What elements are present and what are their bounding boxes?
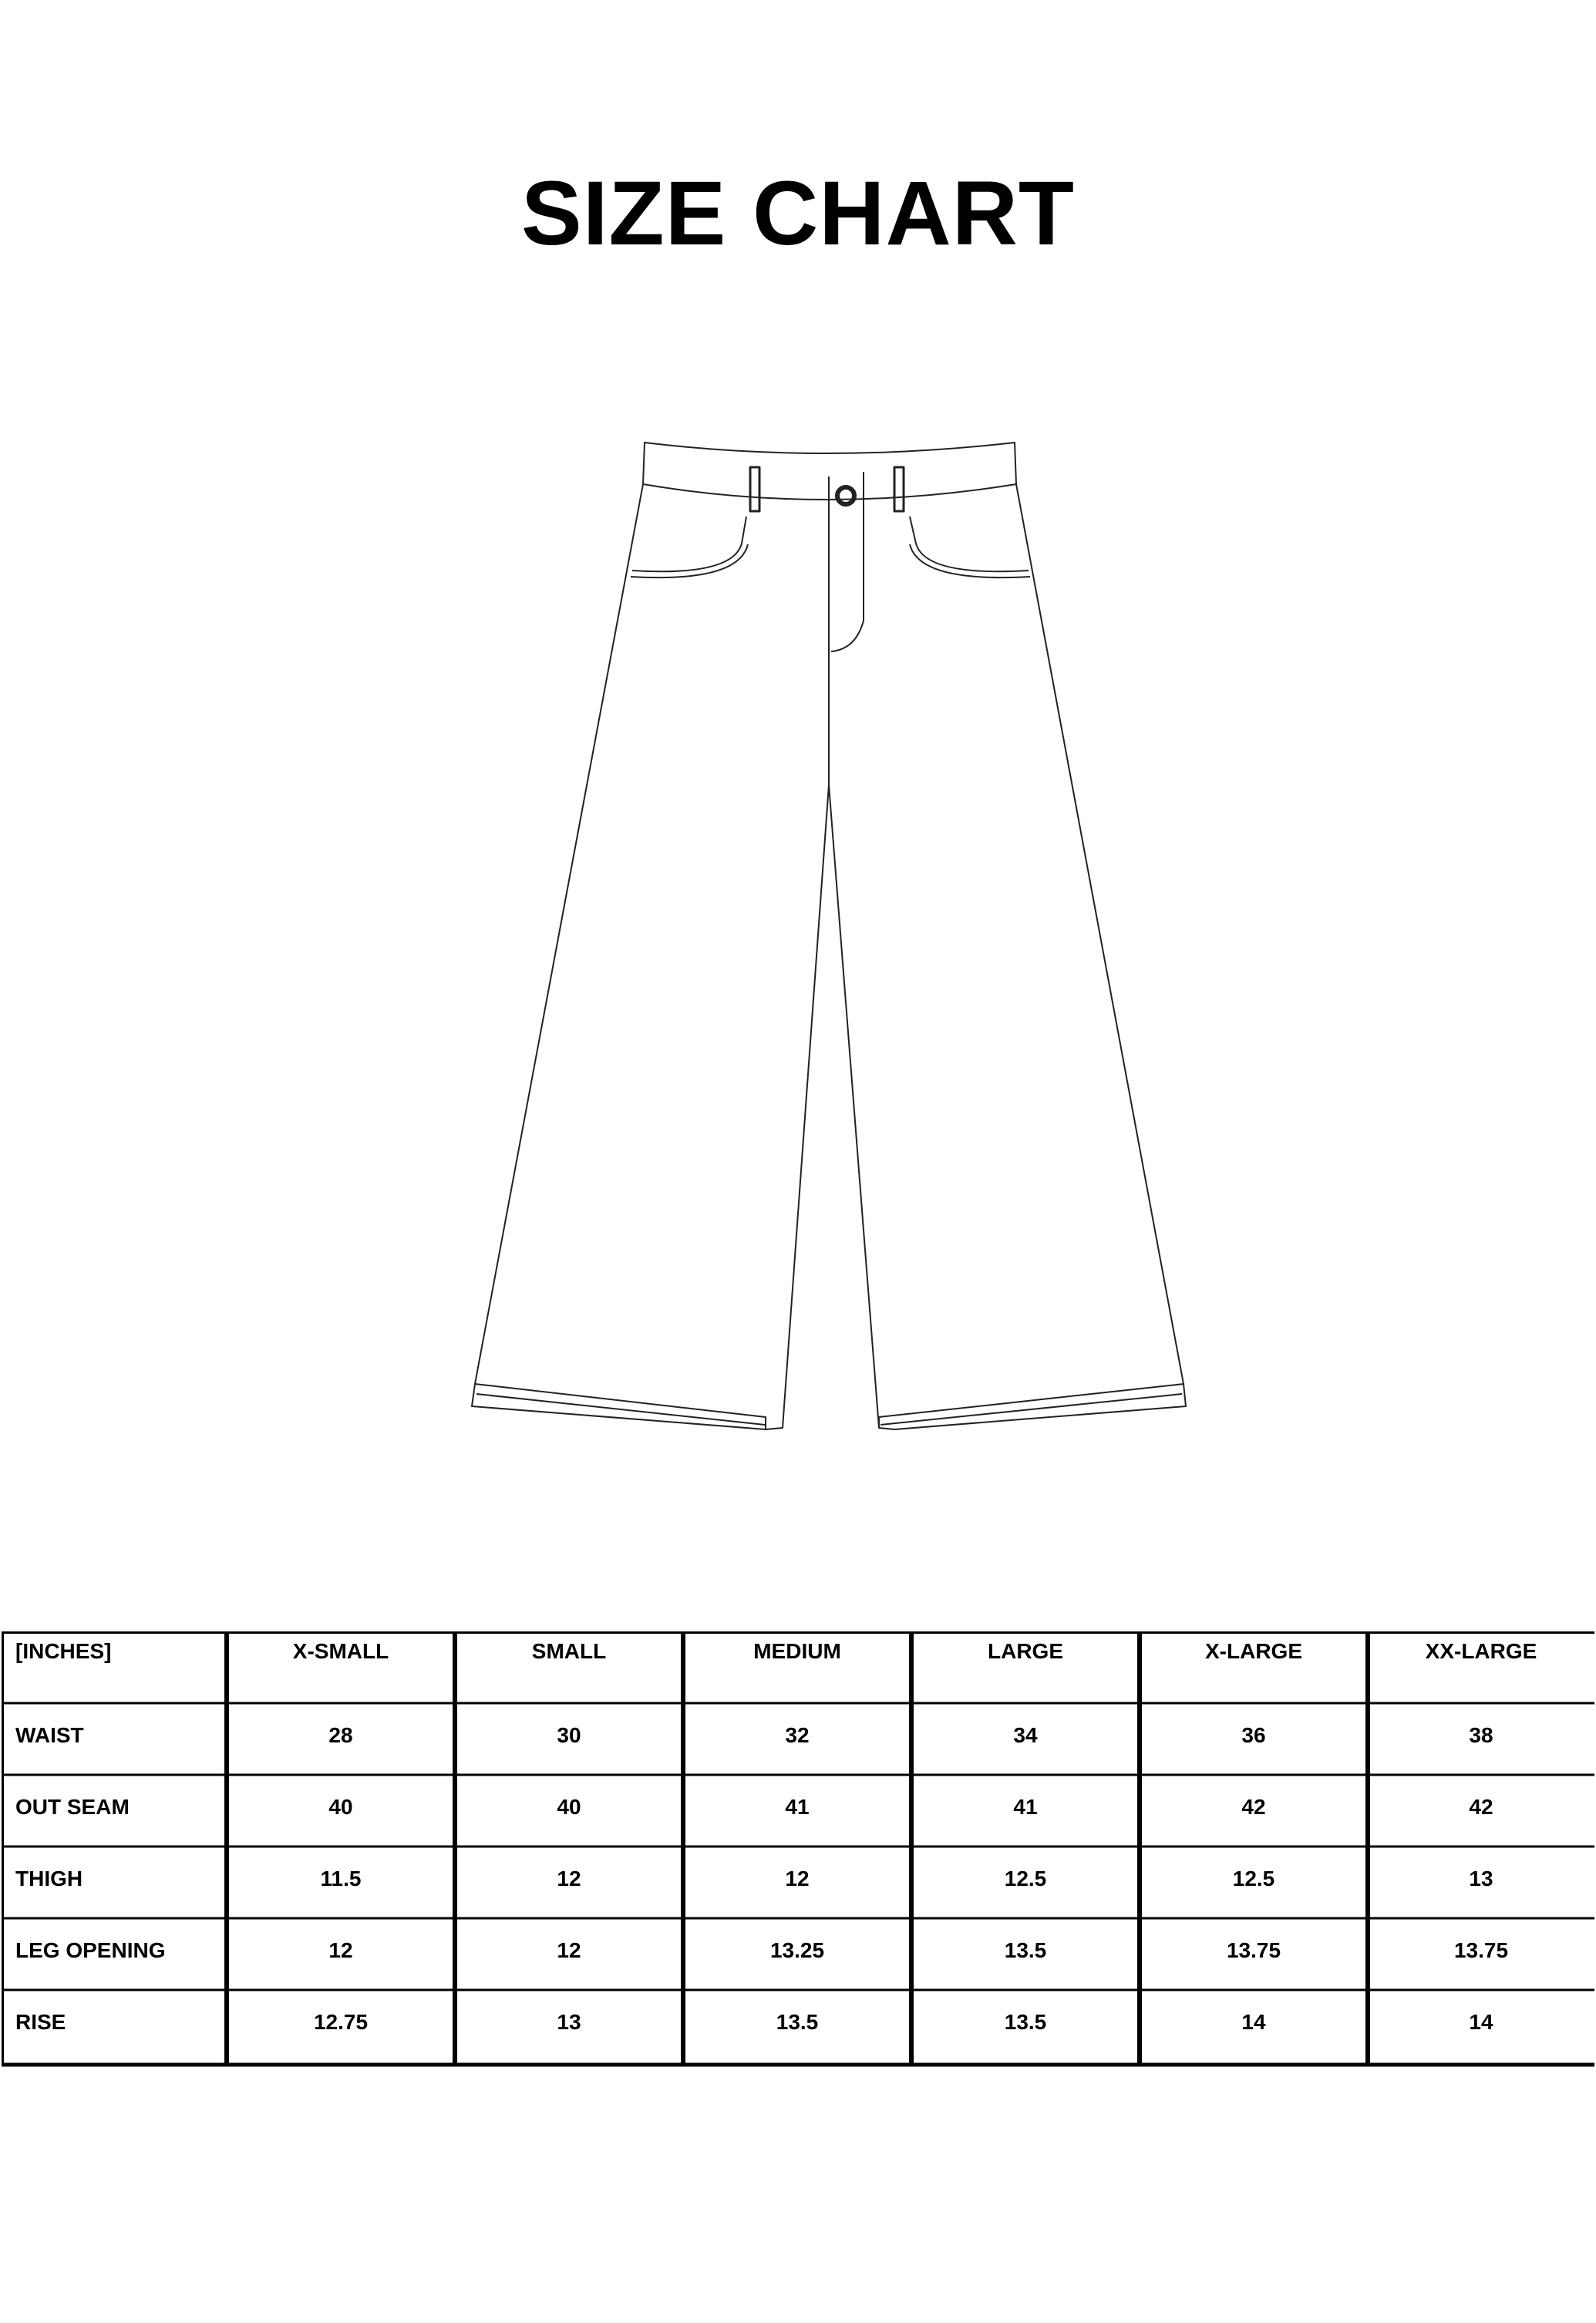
fly	[829, 472, 864, 785]
pants-illustration	[463, 436, 1195, 1446]
table-cell: 42	[1241, 1795, 1266, 1819]
belt-loop-right	[894, 467, 904, 511]
table-cell: 40	[328, 1795, 353, 1819]
size-table	[2, 1631, 1594, 2062]
row-label: THIGH	[15, 1867, 83, 1890]
table-cell: 13.5	[776, 2010, 819, 2034]
table-cell: 13.75	[1226, 1938, 1281, 1962]
table-cell: 42	[1469, 1795, 1493, 1819]
table-cell: 13.25	[769, 1938, 825, 1962]
table-cell: 12.5	[1232, 1867, 1275, 1890]
table-cell: 13.5	[1004, 1938, 1047, 1962]
table-cell: 30	[557, 1723, 581, 1747]
table-cell: 12.5	[1004, 1867, 1047, 1890]
table-cell: 12	[785, 1867, 810, 1890]
table-cell: 13	[1469, 1867, 1493, 1890]
table-cell: 34	[1013, 1723, 1038, 1747]
column-header: LARGE	[988, 1639, 1063, 1663]
table-cell: 38	[1469, 1723, 1493, 1747]
column-header: X-LARGE	[1205, 1639, 1302, 1663]
row-label: OUT SEAM	[15, 1795, 130, 1819]
unit-label: [INCHES]	[15, 1639, 112, 1663]
table-cell: 14	[1241, 2010, 1266, 2034]
table-cell: 11.5	[320, 1867, 362, 1890]
column-header: XX-LARGE	[1425, 1639, 1537, 1663]
page-title: SIZE CHART	[521, 163, 1075, 264]
row-label: LEG OPENING	[15, 1938, 166, 1962]
table-cell: 13	[557, 2010, 581, 2034]
table-cell: 13.5	[1004, 2010, 1047, 2034]
table-cell: 12	[557, 1867, 581, 1890]
table-cell: 41	[1013, 1795, 1038, 1819]
table-cell: 40	[557, 1795, 581, 1819]
right-pocket	[910, 517, 1030, 577]
column-header: X-SMALL	[292, 1639, 389, 1663]
belt-loop-left	[750, 467, 759, 511]
left-hem	[475, 1384, 766, 1429]
row-label: RISE	[15, 2010, 66, 2034]
table-cell: 28	[328, 1723, 353, 1747]
table-cell: 12	[328, 1938, 353, 1962]
table-cell: 12.75	[313, 2010, 369, 2034]
left-pocket	[631, 517, 748, 577]
table-grid-lines	[2, 1631, 1594, 2069]
table-cell: 36	[1241, 1723, 1266, 1747]
table-cell: 41	[785, 1795, 810, 1819]
table-cell: 13.75	[1453, 1938, 1509, 1962]
table-cell: 32	[785, 1723, 810, 1747]
table-cell: 12	[557, 1938, 581, 1962]
column-header: MEDIUM	[753, 1639, 841, 1663]
right-hem	[879, 1384, 1184, 1428]
button	[837, 487, 854, 504]
row-label: WAIST	[15, 1723, 84, 1747]
column-header: SMALL	[531, 1639, 607, 1663]
table-cell: 14	[1469, 2010, 1493, 2034]
